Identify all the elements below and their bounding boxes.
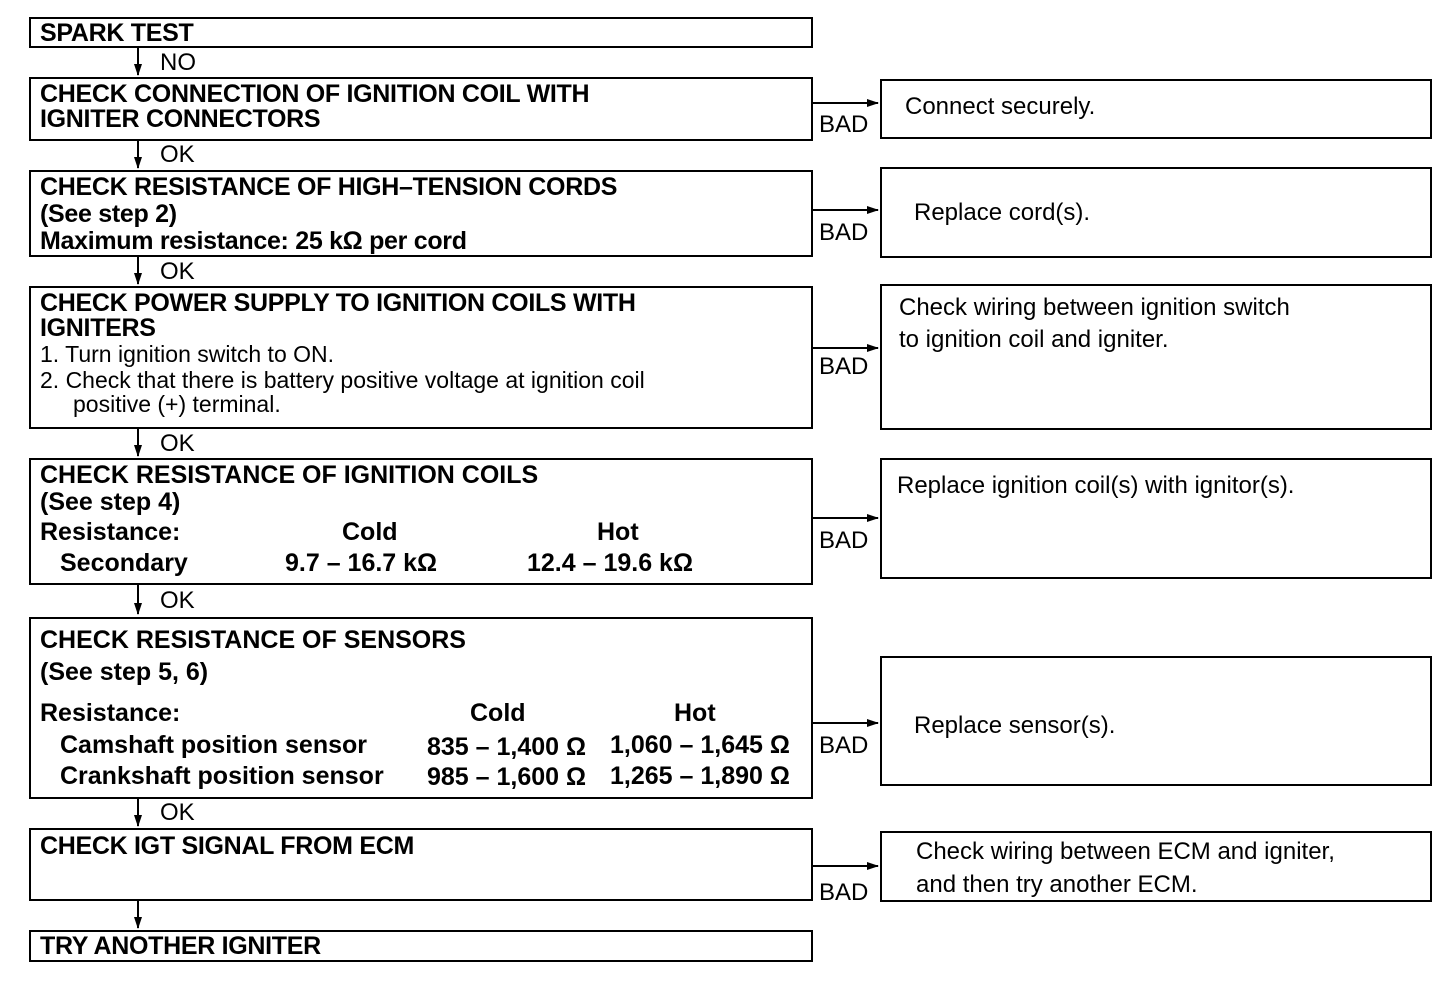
remedy-text-line2: to ignition coil and igniter.: [899, 326, 1169, 353]
step-title: CHECK RESISTANCE OF SENSORS: [40, 626, 466, 654]
row-crankshaft-label: Crankshaft position sensor: [60, 762, 384, 790]
step-reference: (See step 2): [40, 200, 177, 228]
step-title: TRY ANOTHER IGNITER: [40, 932, 321, 960]
camshaft-cold: 835 – 1,400 Ω: [427, 733, 587, 761]
crankshaft-hot: 1,265 – 1,890 Ω: [610, 762, 790, 790]
step-check-igt-signal: [29, 828, 813, 901]
resistance-label: Resistance:: [40, 699, 181, 727]
label-ok-5: OK: [160, 799, 195, 826]
step-title: CHECK RESISTANCE OF HIGH–TENSION CORDS: [40, 173, 618, 201]
remedy-text: Replace cord(s).: [914, 199, 1091, 226]
remedy-replace-cords: [880, 167, 1432, 258]
remedy-text-line1: Check wiring between ignition switch: [899, 294, 1290, 321]
label-bad-6: BAD: [819, 879, 869, 906]
label-bad-5: BAD: [819, 732, 869, 759]
remedy-text-line2: and then try another ECM.: [916, 871, 1198, 898]
label-bad-3: BAD: [819, 353, 869, 380]
label-bad-1: BAD: [819, 111, 869, 138]
instruction-2-cont: positive (+) terminal.: [73, 391, 281, 417]
remedy-replace-sensors: [880, 656, 1432, 786]
camshaft-hot: 1,060 – 1,645 Ω: [610, 731, 790, 759]
remedy-text: Connect securely.: [905, 93, 1096, 120]
column-hot: Hot: [674, 699, 716, 727]
remedy-text: Replace sensor(s).: [914, 712, 1116, 739]
step-reference: (See step 5, 6): [40, 658, 209, 686]
step-check-connection: [29, 77, 813, 141]
step-title: SPARK TEST: [40, 19, 194, 47]
remedy-connect: [880, 79, 1432, 139]
secondary-hot: 12.4 – 19.6 kΩ: [527, 549, 694, 577]
remedy-replace-coils: [880, 458, 1432, 579]
crankshaft-cold: 985 – 1,600 Ω: [427, 763, 587, 791]
resistance-label: Resistance:: [40, 518, 181, 546]
remedy-check-wiring-switch: [880, 284, 1432, 430]
step-spark-test: [29, 17, 813, 48]
remedy-text-line1: Check wiring between ECM and igniter,: [916, 838, 1335, 865]
label-bad-2: BAD: [819, 219, 869, 246]
step-title-line1: CHECK POWER SUPPLY TO IGNITION COILS WITH: [40, 289, 636, 317]
remedy-check-wiring-ecm: [880, 831, 1432, 902]
label-ok-4: OK: [160, 587, 195, 614]
instruction-2: 2. Check that there is battery positive voltage at ignition coil: [40, 367, 645, 393]
label-ok-3: OK: [160, 430, 195, 457]
step-try-another-igniter: [29, 930, 813, 962]
step-title-line2: IGNITER CONNECTORS: [40, 105, 321, 133]
step-title: CHECK RESISTANCE OF IGNITION COILS: [40, 461, 539, 489]
step-check-cords: [29, 170, 813, 257]
column-cold: Cold: [470, 699, 526, 727]
label-no: NO: [160, 49, 196, 76]
step-title-line2: IGNITERS: [40, 314, 156, 342]
instruction-1: 1. Turn ignition switch to ON.: [40, 341, 335, 367]
step-check-ignition-coils: [29, 458, 813, 585]
step-spec: Maximum resistance: 25 kΩ per cord: [40, 227, 467, 255]
secondary-cold: 9.7 – 16.7 kΩ: [285, 549, 438, 577]
remedy-text: Replace ignition coil(s) with ignitor(s).: [897, 472, 1295, 499]
step-title-line1: CHECK CONNECTION OF IGNITION COIL WITH: [40, 80, 590, 108]
row-camshaft-label: Camshaft position sensor: [60, 731, 367, 759]
step-check-power-supply: [29, 286, 813, 429]
column-cold: Cold: [342, 518, 398, 546]
step-check-sensors: [29, 617, 813, 799]
step-reference: (See step 4): [40, 488, 181, 516]
label-bad-4: BAD: [819, 527, 869, 554]
step-title: CHECK IGT SIGNAL FROM ECM: [40, 832, 414, 860]
label-ok-1: OK: [160, 141, 195, 168]
row-secondary-label: Secondary: [60, 549, 188, 577]
label-ok-2: OK: [160, 258, 195, 285]
column-hot: Hot: [597, 518, 639, 546]
